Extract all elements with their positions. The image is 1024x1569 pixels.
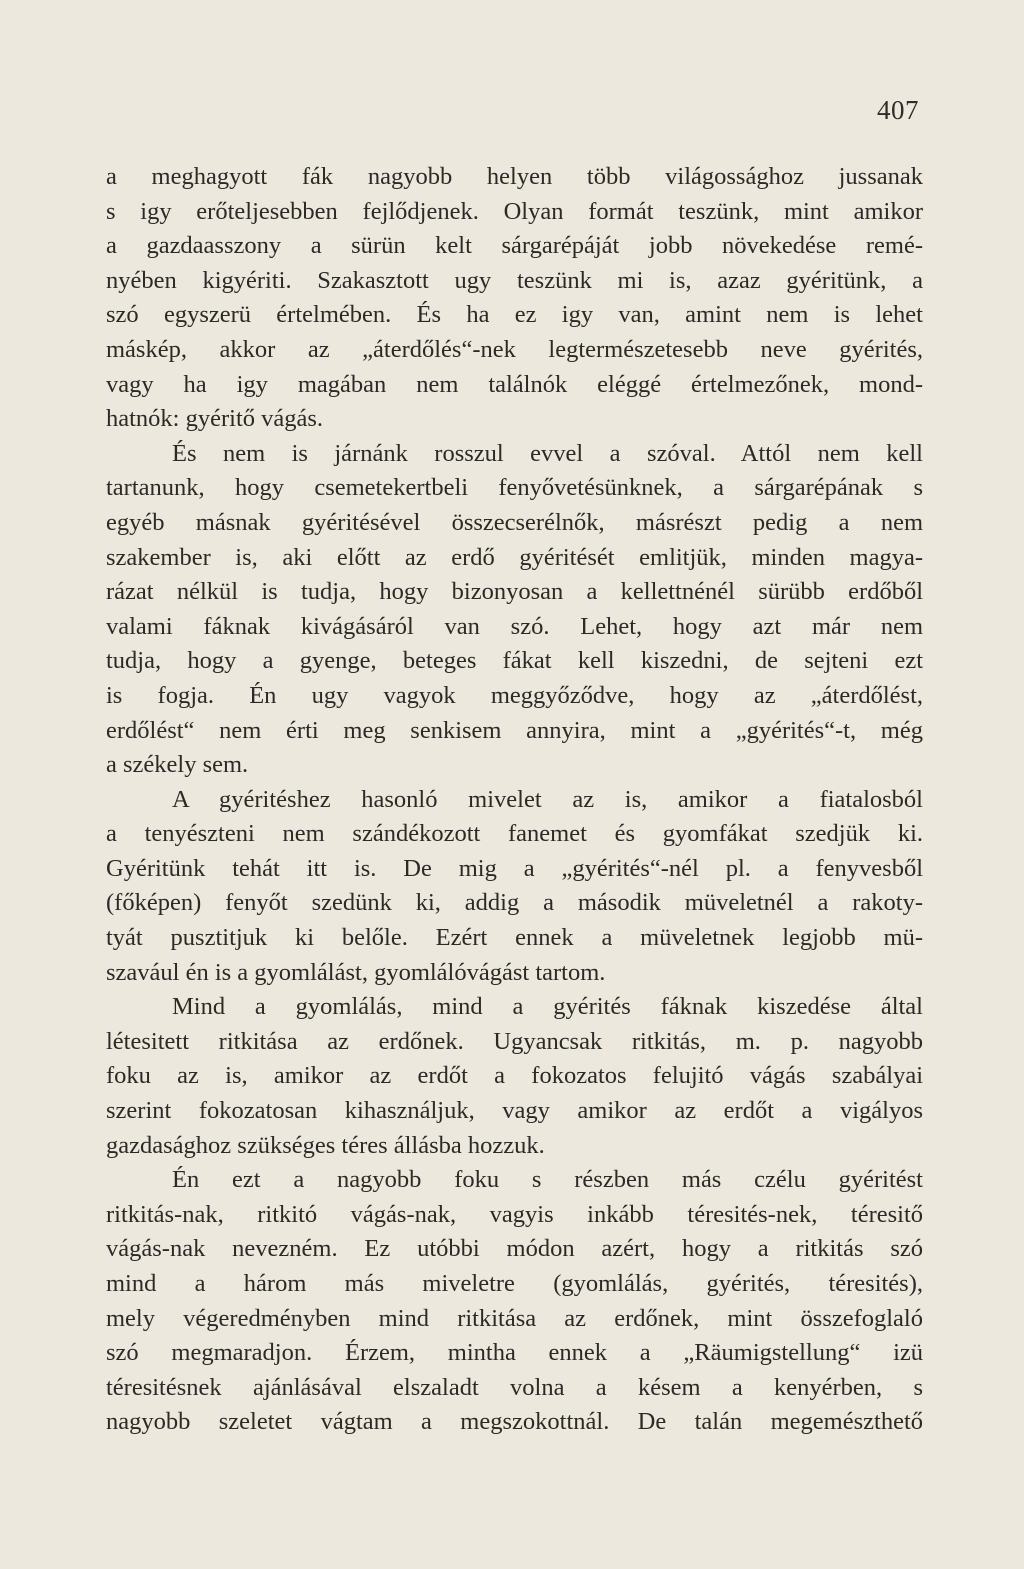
text-line: Gyéritünk tehát itt is. De mig a „gyérités“-nél pl. a fenyvesből [106, 854, 923, 882]
text-line: vágás-nak nevezném. Ez utóbbi módon azért, hogy a ritkitás szó [106, 1235, 923, 1263]
text-line: szó egyszerü értelmében. És ha ez igy van, amint nem is lehet [106, 301, 923, 329]
text-line: tudja, hogy a gyenge, beteges fákat kell kiszedni, de sejteni ezt [106, 647, 923, 675]
text-line: tyát pusztitjuk ki belőle. Ezért ennek a müveletnek legjobb mü- [106, 924, 923, 952]
text-line: létesitett ritkitása az erdőnek. Ugyancsak ritkitás, m. p. nagyobb [106, 1027, 923, 1055]
text-line: s igy erőteljesebben fejlődjenek. Olyan formát teszünk, mint amikor [106, 197, 923, 225]
text-line: rázat nélkül is tudja, hogy bizonyosan a kellettnénél sürübb erdőből [106, 578, 923, 606]
text-line: vagy ha igy magában nem találnók eléggé értelmezőnek, mond- [106, 370, 923, 398]
text-line: erdőlést“ nem érti meg senkisem annyira, mint a „gyérités“-t, még [106, 716, 923, 744]
page-number: 407 [877, 95, 919, 125]
text-line: is fogja. Én ugy vagyok meggyőződve, hogy az „áterdőlést, [106, 681, 923, 709]
text-line: a gazdaasszony a sürün kelt sárgarépáját jobb növekedése remé- [106, 232, 923, 260]
text-line: egyéb másnak gyéritésével összecserélnők, másrészt pedig a nem [106, 508, 923, 536]
text-line: a meghagyott fák nagyobb helyen több világossághoz jussanak [106, 163, 923, 190]
text-line: hatnók: gyéritő vágás. [106, 405, 324, 433]
body-text [106, 160, 923, 1440]
text-line: téresitésnek ajánlásával elszaladt volna a késem a kenyérben, s [106, 1373, 923, 1401]
text-line: a székely sem. [106, 751, 249, 779]
text-line: máskép, akkor az „áterdőlés“-nek legtermészetesebb neve gyérités, [106, 335, 923, 363]
text-line: (főképen) fenyőt szedünk ki, addig a második müveletnél a rakoty- [106, 889, 923, 917]
text-line: Mind a gyomlálás, mind a gyérités fáknak kiszedése által [172, 993, 923, 1021]
text-line: a tenyészteni nem szándékozott fanemet és gyomfákat szedjük ki. [106, 820, 923, 848]
text-line: mely végeredményben mind ritkitása az erdőnek, mint összefoglaló [106, 1304, 923, 1332]
text-line: valami fáknak kivágásáról van szó. Lehet, hogy azt már nem [106, 612, 923, 640]
text-line: foku az is, amikor az erdőt a fokozatos felujitó vágás szabályai [106, 1062, 923, 1090]
text-line: szó megmaradjon. Érzem, mintha ennek a „Räumigstellung“ izü [106, 1339, 923, 1367]
text-line: Én ezt a nagyobb foku s részben más czélu gyéritést [172, 1166, 923, 1194]
text-line: nyében kigyériti. Szakasztott ugy teszünk mi is, azaz gyéritünk, a [106, 266, 923, 294]
text-line: A gyéritéshez hasonló mivelet az is, amikor a fiatalosból [172, 785, 923, 813]
text-line: nagyobb szeletet vágtam a megszokottnál. De talán megemészthető [106, 1408, 923, 1436]
text-line: ritkitás-nak, ritkitó vágás-nak, vagyis inkább téresités-nek, téresitő [106, 1200, 923, 1228]
text-line: szavául én is a gyomlálást, gyomlálóvágást tartom. [106, 958, 606, 986]
text-line: szakember is, aki előtt az erdő gyéritését emlitjük, minden magya- [106, 543, 923, 571]
text-line: tartanunk, hogy csemetekertbeli fenyővetésünknek, a sárgarépának s [106, 474, 923, 502]
text-line: És nem is járnánk rosszul evvel a szóval. Attól nem kell [172, 439, 923, 467]
text-line: mind a három más miveletre (gyomlálás, gyérités, téresités), [106, 1270, 923, 1297]
text-line: szerint fokozatosan kihasználjuk, vagy amikor az erdőt a vigályos [106, 1097, 923, 1125]
text-line: gazdasághoz szükséges téres állásba hozzuk. [106, 1131, 545, 1159]
